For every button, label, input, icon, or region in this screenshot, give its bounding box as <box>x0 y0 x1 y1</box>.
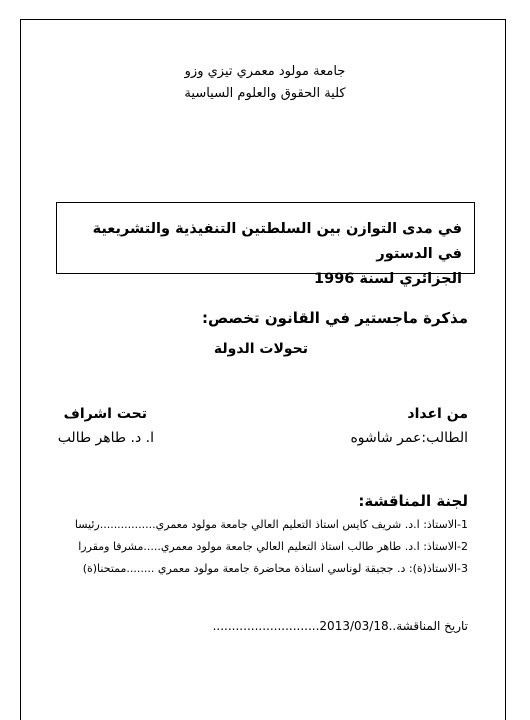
committee-label: لجنة المناقشة: <box>358 492 468 510</box>
thesis-title-line-2: الجزائري لسنة 1996 <box>314 271 462 287</box>
committee-member-2: 2-الاستاذ: ا.د. طاهر طالب استاذ التعليم العالي جامعة مولود معمري.....مشرفا ومقررا <box>78 540 468 553</box>
supervision-label: تحت اشراف <box>63 406 147 422</box>
supervisor-name: ا. د. طاهر طالب <box>57 430 154 446</box>
degree-specialty: تحولات الدولة <box>213 341 308 357</box>
committee-member-1: 1-الاستاذ: ا.د. شريف كايس استاذ التعليم العالي جامعة مولود معمري................رئيسا <box>74 518 468 531</box>
degree-label: مذكرة ماجستير في القانون تخصص: <box>201 309 468 327</box>
prepared-by-label: من اعداد <box>407 406 468 422</box>
committee-member-3: 3-الاستاذ(ة): د. ججيقة لوناسي استاذة محاضرة جامعة مولود معمري ........ممتحنا(ة) <box>82 562 468 575</box>
defense-date: تاريخ المناقشة..2013/03/18............................ <box>212 619 468 633</box>
thesis-title-box <box>56 202 475 287</box>
page-border <box>20 19 506 720</box>
student-name: الطالب:عمر شاشوه <box>350 430 468 446</box>
faculty-name: كلية الحقوق والعلوم السياسية <box>184 86 346 101</box>
university-name: جامعة مولود معمري تيزي وزو <box>184 64 346 79</box>
thesis-title-line-1: في مدى التوازن بين السلطتين التنفيذية والتشريعية في الدستور <box>92 221 462 262</box>
